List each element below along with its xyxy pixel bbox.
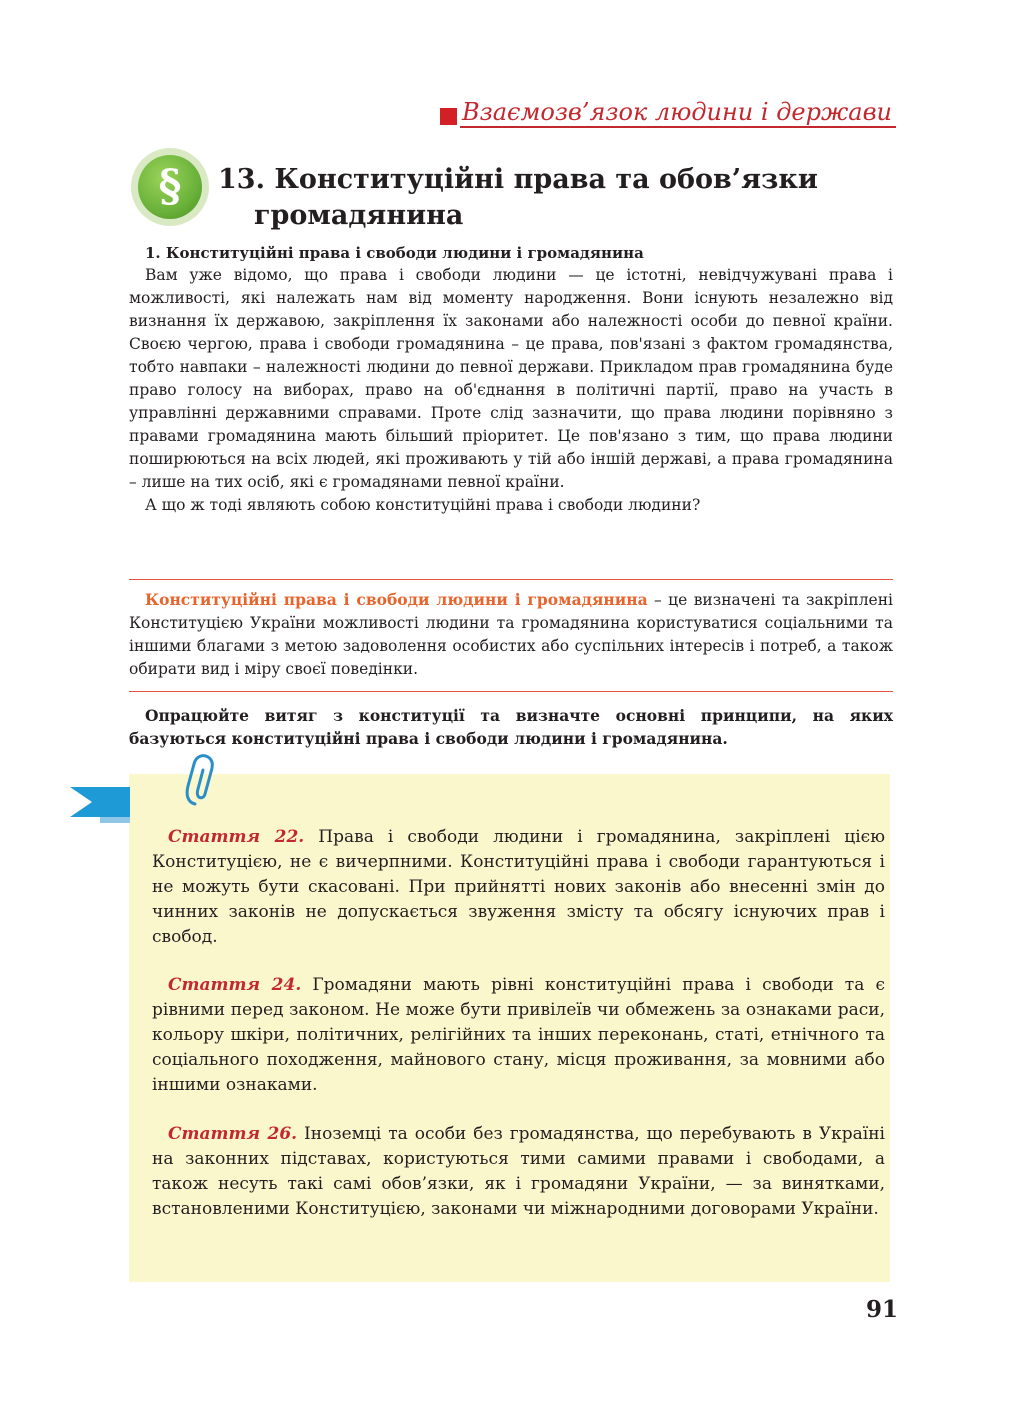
section-header [440,98,896,130]
paragraph-1: Вам уже відомо, що права і свободи людини — це істотні, невідчужувані права і можливості, які належать нам від моменту народження. Вони існують незалежно від визнання їх державою, закріплення їх законами або належності особи до певної країни. Своєю чергою, права і свободи громадянина – це права, пов'язані з фактом громадянства, тобто навпаки – належності людини до певної держави. Прикладом прав громадянина буде право голосу на виборах, право на об'єднання в політичні партії, право на участь в управлінні державними справами. Проте слід зазначити, що права людини порівняно з правами громадянина мають більший пріоритет. Це пов'язано з тим, що права людини поширюються на всіх людей, які проживають у тій або іншій державі, а права громадянина – лише на тих осіб, які є громадянами певної країни. [129,266,893,491]
definition-text: – це визначені та закріплені Конституцією України можливості людини та громадянина користуватися соціальними та іншими благами з метою задоволення особистих або суспільних інтересів і потреб, а також обирати вид і міру своєї поведінки. [129,591,893,678]
chapter-title-line1: 13. Конституційні права та обов’язки [218,164,818,195]
article-26 [152,1122,885,1222]
header-underline [460,126,896,128]
section-title: Взаємозв’язок людини і держави [462,98,892,126]
article-22 [152,825,885,950]
chapter-title [218,162,818,234]
definition-term: Конституційні права і свободи людини і громадянина [145,590,648,609]
article-text: Громадяни мають рівні конституційні права і свободи та є рівними перед законом. Не може бути привілеїв чи обмежень за ознаками раси, кольору шкіри, політичних, релігійних та інших переконань, статі, етнічного та соціального походження, майнового стану, місця проживання, за мовними або іншими ознаками. [152,975,885,1095]
paragraph-2: А що ж тоді являють собою конституційні права і свободи людини? [145,496,701,514]
article-24 [152,973,885,1098]
paperclip-icon [181,752,221,812]
red-square-marker [440,108,457,125]
definition-paragraph [129,588,893,681]
task-block [129,704,893,750]
page-number: 91 [866,1296,899,1323]
article-label: Стаття 26. [168,1124,298,1144]
article-text: Іноземці та особи без громадянства, що перебувають в Україні на законних підставах, користуються тими самими правами і свободами, а також несуть такі самі обов’язки, як і громадяни України, — за винятками, встановленими Конституцією, законами чи міжнародними договорами України. [152,1124,885,1219]
chapter-title-line2: громадянина [254,200,464,231]
article-label: Стаття 24. [168,975,302,995]
definition-box [129,579,893,692]
subsection-heading: 1. Конституційні права і свободи людини і громадянина [145,244,644,262]
body-text [129,264,893,517]
section-sign-icon [131,148,209,226]
bookmark-tab-icon [70,787,130,817]
task-text: Опрацюйте витяг з конституції та визначте основні принципи, на яких базуються конституційні права і свободи людини і громадянина. [129,706,893,748]
article-label: Стаття 22. [168,827,305,847]
section-sign-glyph: § [158,161,182,212]
article-text: Права і свободи людини і громадянина, закріплені цією Конституцією, не є вичерпними. Конституційні права і свободи гарантуються і не можуть бути скасовані. При прийнятті нових законів або внесенні змін до чинних законів не допускається звуження змісту та обсягу існуючих прав і свобод. [152,827,885,947]
